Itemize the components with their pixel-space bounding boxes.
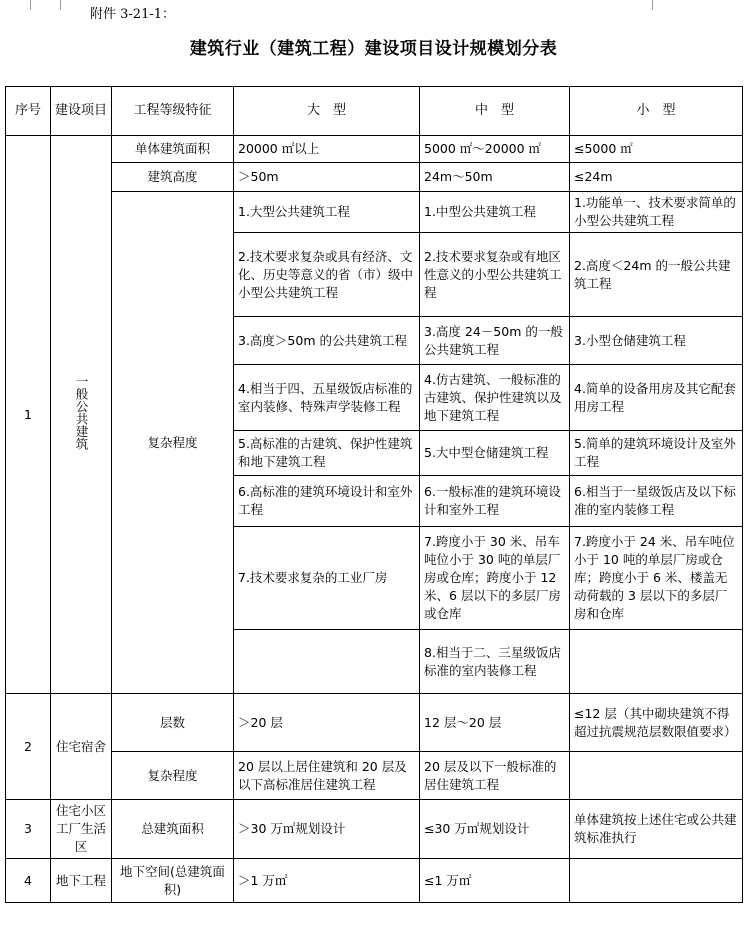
header-small: 小 型 xyxy=(570,87,743,136)
section-project xyxy=(51,136,112,694)
large-cell: ＞20 层 xyxy=(234,694,420,752)
feature-cell: 单体建筑面积 xyxy=(112,136,234,163)
section-project-label: 一般公共建筑 xyxy=(74,374,89,450)
large-cell: 3.高度＞50m 的公共建筑工程 xyxy=(234,317,420,365)
section-project: 住宅小区工厂生活区 xyxy=(51,800,112,859)
feature-cell: 建筑高度 xyxy=(112,163,234,192)
small-cell: 7.跨度小于 24 米、吊车吨位小于 10 吨的单层厂房或仓库；跨度小于 6 米、楼盖无动荷载的 3 层以下的多层厂房和仓库 xyxy=(570,527,743,630)
medium-cell: 12 层～20 层 xyxy=(420,694,570,752)
page-title: 建筑行业（建筑工程）建设项目设计规模划分表 xyxy=(189,39,558,59)
small-cell: ≤24m xyxy=(570,163,743,192)
medium-cell: ≤30 万㎡规划设计 xyxy=(420,800,570,859)
small-cell: 5.简单的建筑环境设计及室外工程 xyxy=(570,431,743,476)
large-cell: 20 层以上居住建筑和 20 层及以下高标准居住建筑工程 xyxy=(234,752,420,800)
small-cell: 1.功能单一、技术要求简单的小型公共建筑工程 xyxy=(570,192,743,233)
table-row xyxy=(6,694,743,752)
corner-mark xyxy=(60,0,81,10)
design-scale-table xyxy=(5,86,743,903)
table-header-row xyxy=(6,87,743,136)
corner-mark xyxy=(30,0,51,10)
medium-cell: 1.中型公共建筑工程 xyxy=(420,192,570,233)
large-cell: 1.大型公共建筑工程 xyxy=(234,192,420,233)
small-cell: ≤5000 ㎡ xyxy=(570,136,743,163)
medium-cell: 4.仿古建筑、一般标准的古建筑、保护性建筑以及地下建筑工程 xyxy=(420,365,570,431)
medium-cell: 3.高度 24－50m 的一般公共建筑工程 xyxy=(420,317,570,365)
small-cell: 2.高度＜24m 的一般公共建筑工程 xyxy=(570,233,743,317)
large-cell: 2.技术要求复杂或具有经济、文化、历史等意义的省（市）级中小型公共建筑工程 xyxy=(234,233,420,317)
header-feature: 工程等级特征 xyxy=(112,87,234,136)
feature-cell: 层数 xyxy=(112,694,234,752)
table-row xyxy=(6,192,743,233)
medium-cell: 6.一般标准的建筑环境设计和室外工程 xyxy=(420,476,570,527)
corner-mark xyxy=(652,0,673,10)
header-medium: 中 型 xyxy=(420,87,570,136)
header-large: 大 型 xyxy=(234,87,420,136)
feature-cell: 地下空间(总建筑面积) xyxy=(112,859,234,903)
annex-label: 附件 3-21-1： xyxy=(90,7,176,22)
large-cell: 20000 ㎡以上 xyxy=(234,136,420,163)
table-row xyxy=(6,859,743,903)
large-cell: 5.高标准的古建筑、保护性建筑和地下建筑工程 xyxy=(234,431,420,476)
table-row xyxy=(6,752,743,800)
large-cell xyxy=(234,630,420,694)
large-cell: 4.相当于四、五星级饭店标准的室内装修、特殊声学装修工程 xyxy=(234,365,420,431)
medium-cell: 5000 ㎡～20000 ㎡ xyxy=(420,136,570,163)
medium-cell: ≤1 万㎡ xyxy=(420,859,570,903)
section-no: 2 xyxy=(6,694,51,800)
header-project: 建设项目 xyxy=(51,87,112,136)
section-project: 地下工程 xyxy=(51,859,112,903)
small-cell xyxy=(570,630,743,694)
medium-cell: 20 层及以下一般标准的居住建筑工程 xyxy=(420,752,570,800)
header-no: 序号 xyxy=(6,87,51,136)
medium-cell: 8.相当于二、三星级饭店标准的室内装修工程 xyxy=(420,630,570,694)
large-cell: ＞30 万㎡规划设计 xyxy=(234,800,420,859)
large-cell: 6.高标准的建筑环境设计和室外工程 xyxy=(234,476,420,527)
section-no: 3 xyxy=(6,800,51,859)
large-cell: ＞1 万㎡ xyxy=(234,859,420,903)
small-cell: 6.相当于一星级饭店及以下标准的室内装修工程 xyxy=(570,476,743,527)
small-cell: 单体建筑按上述住宅或公共建筑标准执行 xyxy=(570,800,743,859)
small-cell: 4.简单的设备用房及其它配套用房工程 xyxy=(570,365,743,431)
medium-cell: 2.技术要求复杂或有地区性意义的小型公共建筑工程 xyxy=(420,233,570,317)
small-cell xyxy=(570,859,743,903)
medium-cell: 24m～50m xyxy=(420,163,570,192)
feature-cell: 总建筑面积 xyxy=(112,800,234,859)
small-cell: 3.小型仓储建筑工程 xyxy=(570,317,743,365)
section-no: 4 xyxy=(6,859,51,903)
table-row xyxy=(6,163,743,192)
small-cell: ≤12 层（其中砌块建筑不得超过抗震规范层数限值要求） xyxy=(570,694,743,752)
large-cell: ＞50m xyxy=(234,163,420,192)
medium-cell: 7.跨度小于 30 米、吊车吨位小于 30 吨的单层厂房或仓库；跨度小于 12 米、6 层以下的多层厂房或仓库 xyxy=(420,527,570,630)
large-cell: 7.技术要求复杂的工业厂房 xyxy=(234,527,420,630)
table-row xyxy=(6,800,743,859)
feature-cell: 复杂程度 xyxy=(112,192,234,694)
section-no: 1 xyxy=(6,136,51,694)
feature-cell: 复杂程度 xyxy=(112,752,234,800)
table-row xyxy=(6,136,743,163)
section-project: 住宅宿舍 xyxy=(51,694,112,800)
small-cell xyxy=(570,752,743,800)
medium-cell: 5.大中型仓储建筑工程 xyxy=(420,431,570,476)
